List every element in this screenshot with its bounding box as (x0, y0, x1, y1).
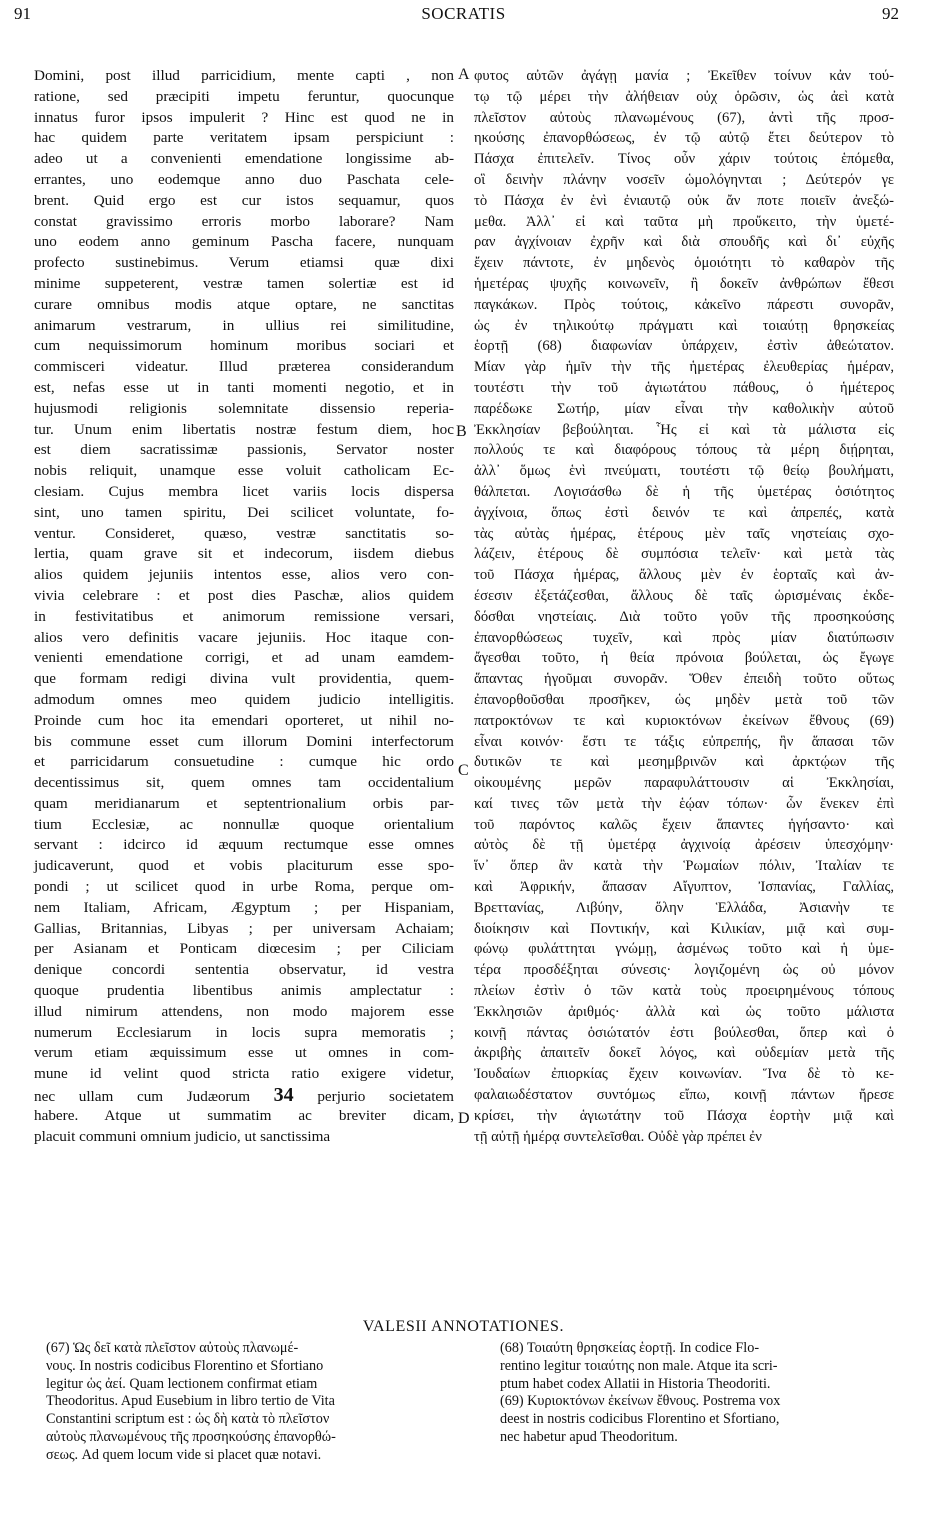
greek-text-line: Πάσχα ἐπιτελεῖν. Τίνος οὖν χάριν τούτοις ἑπόμεθα, (474, 151, 894, 168)
annotation-line: nec habetur apud Theodoritum. (500, 1428, 678, 1445)
margin-marker-b: B (456, 423, 467, 440)
latin-text-line: ventur. Consideret, quæso, vestræ sanctitatis so- (34, 524, 454, 542)
greek-text-line: φαλαιωδέστατον συντόμως εἴπω, κοινῇ πάντων ἤρεσε (474, 1087, 894, 1104)
margin-marker-d: D (458, 1110, 470, 1127)
latin-text-line: alios vero definitis vacare jejuniis. Hoc itaque con- (34, 628, 454, 646)
greek-text-line: δόσθαι νηστείαις. Διὰ τοῦτο γοῦν τῆς προσηκούσης (474, 608, 894, 625)
greek-text-line: ἀγχίνοια, ὅπως ἐστὶ δεινόν τε καὶ ἀπρεπές, κατὰ (474, 504, 894, 521)
annotation-line: νους. In nostris codicibus Florentino et Sfortiano (46, 1357, 324, 1374)
greek-text-line: αὐτὸς δὲ τῇ ὑμετέρᾳ ἀγχινοίᾳ ἀρέσειν ὑπεσχόμην· (474, 837, 894, 854)
latin-text-line: numerum Ecclesiarum in locis supra memoratis ; (34, 1023, 454, 1041)
greek-text-line: ηκούσης ἐπανορθώσεως, ἐν τῷ αὐτῷ ἔτει δεύτερον τὸ (474, 130, 894, 147)
annotation-line: (67) Ὡς δεῖ κατὰ πλεῖστον αὐτοὺς πλανωμέ- (46, 1340, 299, 1356)
annotation-line: (68) Τοιαύτη θρησκείας ἑορτῇ. In codice Flo- (500, 1340, 760, 1356)
greek-text-line: καί τινες τῶν μετὰ τὴν ἑῴαν τόπων· ὧν ἕνεκεν ἐπὶ (474, 795, 894, 812)
latin-text-line: adeo ut a convenienti emendatione longissime ab- (34, 150, 454, 168)
greek-text-line: λάζειν, ἑτέρους δὲ συμπόσια τελεῖν· καὶ μετὰ τὰς (474, 546, 894, 563)
latin-text-line: per Asianam et Ponticam diœcesim ; per Ciliciam (34, 940, 454, 958)
latin-text-line: in festivitatibus et animorum remissione versari, (34, 607, 454, 625)
latin-text-line: Domini, post illud parricidium, mente capti , non (34, 67, 454, 84)
latin-text-line: denique concordi sententia observatur, id vestra (34, 961, 454, 979)
right-page-number: 92 (882, 4, 899, 23)
greek-text-line: έσεσιν ἐξετάζεσθαι, ἄλλους δὲ ταῖς ὡρισμέναις ἐκδε- (474, 587, 894, 604)
latin-text-line: uno eodem anno geminum Pascha facere, nunquam (34, 233, 454, 251)
latin-text-line: commisceri videatur. Illud præterea considerandum (34, 358, 454, 376)
annotation-line: Theodoritus. Apud Eusebium in libro tertio de Vita (46, 1393, 335, 1410)
annotation-line: αὐτοὺς πλανωμένους τῆς προσηκούσης ἐπανορθώ- (46, 1428, 336, 1445)
signature-number: 34 (273, 1084, 294, 1107)
latin-text-line: tium Ecclesiæ, ac nonnullæ quoque orientalium (34, 815, 454, 833)
greek-text-line: τῳ τῷ μέρει τὴν ἀλήθειαν οὐχ ὁρῶσιν, ὡς ἀεὶ κατὰ (474, 88, 894, 105)
annotations-title: VALESII ANNOTATIONES. (362, 1318, 565, 1335)
greek-text-line: τουτέστι τὴν τοῦ ἁγιωτάτου πάθους, ὁ ἡμέτερος (474, 379, 894, 396)
latin-text-line: hujusmodi religionis solemnitate dissensio reperia- (34, 399, 454, 417)
latin-text-line: bis commune esset cum illorum Domini interfectorum (34, 732, 454, 750)
greek-text-line: οἰκουμένης μερῶν παραφυλάττουσιν αἱ Ἐκκλησίαι, (474, 775, 894, 792)
greek-text-line: ἅπαντας ἡγοῦμαι συνορᾶν. Ὅθεν ἐπειδὴ τοῦτο οὕτως (474, 671, 894, 688)
greek-text-line: ἑορτῇ (68) διαφωνίαν ὑπάρχειν, ἐστὶν ἀθεώτατον. (474, 338, 894, 355)
latin-text-line: nem Italiam, Africam, Ægyptum ; per Hispaniam, (34, 898, 454, 916)
greek-text-line: ἀκριβὴς ἀπαιτεῖν δοκεῖ λόγος, καὶ οὐδεμίαν μετὰ τῆς (474, 1045, 894, 1062)
latin-text-line: profecto sustinebimus. Verum etiamsi quæ dixi (34, 254, 454, 272)
greek-text-line: τὸ Πάσχα ἐν ἑνὶ ἐνιαυτῷ οὐκ ἄν ποτε ποιεῖν ἀνεξώ- (474, 192, 894, 209)
latin-text-line: admodum omnes meo quidem judicio intelligitis. (34, 690, 454, 708)
greek-text-line: ἵν᾽ ὅπερ ἂν κατὰ τὴν Ῥωμαίων πόλιν, Ἰταλίαν τε (474, 858, 894, 875)
greek-text-line: τὰς αὐτὰς ἡμέρας, ἑτέρους μὲν ταῖς νηστείαις σχο- (474, 525, 894, 542)
greek-text-line: τοῦ παρόντος καλῶς ἔχειν ἅπαντες ἡγήσαντο· καὶ (474, 816, 894, 833)
greek-text-line: Ἰουδαίων ἐπιορκίας ἔχειν κοινωνίαν. Ἵνα δὲ τὸ κε- (474, 1066, 894, 1083)
latin-text-line: constat gravissimo erroris morbo laborare? Nam (34, 212, 454, 230)
latin-text-line: pondi ; ut scilicet quod in urbe Roma, perque om- (34, 878, 454, 896)
latin-text-line: est diem sacratissimæ passionis, Servator noster (34, 441, 454, 459)
latin-text-line: quam meridianarum et septentrionalium orbis par- (34, 794, 454, 812)
latin-text-line: nobis reliquit, unamque esse voluit catholicam Ec- (34, 462, 454, 480)
latin-text-fragment: nec ullam cum Judæorum (34, 1088, 274, 1106)
latin-text-line: sint, uno tamen spiritu, Dei scilicet voluntate, fo- (34, 503, 454, 521)
latin-column (34, 66, 454, 1147)
latin-text-line: mune id velint quod stricta ratio exigere videtur, (34, 1065, 454, 1083)
greek-text-line: ἔχειν πάντοτε, ἐν μηδενὸς ὁμοιότητι τὸ καθαρὸν τῆς (474, 255, 894, 272)
latin-text-line: tur. Unum enim libertatis nostræ festum diem, hoc (34, 420, 454, 438)
annotation-line: rentino legitur τοιαύτης non male. Atque ita scri- (500, 1357, 778, 1374)
latin-text-line: vivia celebrare : et post dies Paschæ, alios quidem (34, 586, 454, 604)
latin-text-line: errantes, uno eodemque anno duo Paschata cele- (34, 170, 454, 188)
latin-text-line: brent. Quid ergo est cur istos sequamur, quos (34, 191, 454, 209)
latin-text-line: innatus furor ipsos impulerit ? Hinc est quod ne in (34, 108, 454, 126)
annotation-line: legitur ὡς ἀεί. Quam lectionem confirmat etiam (46, 1375, 318, 1392)
latin-text-line: habere. Atque ut summatim ac breviter dicam, (34, 1106, 454, 1124)
margin-marker-a: A (458, 66, 470, 83)
latin-text-line (34, 1085, 454, 1106)
greek-text-line: καὶ Ἀφρικήν, ἅπασαν Αἴγυπτον, Ἰσπανίας, Γαλλίας, (474, 879, 894, 896)
latin-text-line: placuit communi omnium judicio, ut sanctissima (34, 1127, 331, 1145)
greek-text-line: ἀλλ᾽ ὅμως ἑνὶ πνεύματι, τουτέστι τῷ θείῳ βουλήματι, (474, 463, 894, 480)
greek-text-line: μεθα. Ἀλλ᾽ εἰ καὶ ταῦτα μὴ προὔκειτο, τὴν ὑμετέ- (474, 213, 894, 230)
greek-text-line: ἡμετέρας ψυχῆς κοινωνεῖν, ἢ δοκεῖν ἀνθρώπων ἔθεσι (474, 275, 894, 292)
greek-text-line: κοινῇ πάντας ὁσιώτατόν ἐστι βούλεσθαι, ὅπερ καὶ ὁ (474, 1024, 894, 1041)
notes-right-column (500, 1340, 900, 1447)
greek-text-line: τῇ αὐτῇ ἡμέρᾳ συντελεῖσθαι. Οὐδὲ γὰρ πρέπει ἐν (474, 1128, 762, 1145)
latin-text-fragment: perjurio societatem (293, 1088, 454, 1106)
greek-text-line: Βρεττανίας, Λιβύην, ὅλην Ἑλλάδα, Ἀσιανὴν τε (474, 899, 894, 916)
running-title: SOCRATIS (421, 4, 506, 23)
latin-text-line: est, nefas esse ut in tanti momenti negotio, et in (34, 378, 454, 396)
greek-text-line: Μίαν γὰρ ἡμῖν τὴν τῆς ἡμετέρας ἐλευθερίας ἡμέραν, (474, 359, 894, 376)
greek-text-line: παρέδωκε Σωτήρ, μίαν εἶναι τὴν καθολικὴν αὐτοῦ (474, 400, 894, 417)
latin-text-line: animarum vestrarum, in ullius rei similitudine, (34, 316, 454, 334)
latin-text-line: curare omnibus modis atque optare, ne sanctitas (34, 295, 454, 313)
latin-text-line: quoque prudentia libentibus animis amplectatur : (34, 982, 454, 1000)
latin-text-line: cum nequissimorum hominum moribus sociari et (34, 337, 454, 355)
greek-text-line: κρίσει, τὴν ἁγιωτάτην τοῦ Πάσχα ἑορτὴν μιᾷ καὶ (474, 1107, 894, 1124)
margin-marker-c: C (458, 762, 469, 779)
latin-text-line: illud nimirum attendens, non modo majorem esse (34, 1002, 454, 1020)
greek-text-line: Ἐκκλησίαν βεβούληται. Ἧς εἰ καὶ τὰ μάλιστα εἰς (474, 421, 894, 438)
annotation-line: deest in nostris codicibus Florentino et Sfortiano, (500, 1411, 780, 1428)
greek-text-line: ἐπανορθώσεως τυχεῖν, καὶ πρὸς μίαν διατύπωσιν (474, 629, 894, 646)
latin-text-line: Proinde cum hoc ita emendari oporteret, ut nihil no- (34, 711, 454, 729)
greek-text-line: ἄγεσθαι τοῦτο, ἡ θεία πρόνοια βούλεται, ὡς ἔγωγε (474, 650, 894, 667)
greek-text-line: πλείων ἐστὶν ὁ τῶν κατὰ τοὺς προειρημένους τόπους (474, 983, 894, 1000)
greek-text-line: φώνῳ φυλάττηται γνώμῃ, ἀσμένως τοῦτο καὶ ἡ ὑμε- (474, 941, 894, 958)
latin-text-line: clesiam. Cujus membra licet variis locis dispersa (34, 482, 454, 500)
latin-text-line: que formam redigi divina vult providentia, quem- (34, 670, 454, 688)
greek-column (474, 66, 894, 1147)
left-page-number: 91 (14, 4, 31, 23)
greek-text-line: τέρα προσδέξηται σύνεσις· λογιζομένη ὡς οὐ μόνον (474, 962, 894, 979)
latin-text-line: decentissimus sit, quem omnes tam occidentalium (34, 774, 454, 792)
greek-text-line: πλεῖστον αὐτοὺς πλανωμένους (67), ἀντὶ τῆς προσ- (474, 109, 894, 126)
greek-text-line: οἳ δεινὴν πλάνην νοσεῖν ὡμολόγηνται ; Δεύτερόν γε (474, 171, 894, 188)
latin-text-line: verum etiam æquissimum esse ut omnes in com- (34, 1044, 454, 1062)
greek-text-line: παγκάκων. Πρὸς τούτοις, κἀκεῖνο πάρεστι συνορᾶν, (474, 296, 894, 313)
greek-text-line: τοῦ Πάσχα ἡμέρας, ἄλλους μὲν ἐν ἑορταῖς καὶ ἀν- (474, 567, 894, 584)
latin-text-line: venienti emendatione corrigi, et ad unam eamdem- (34, 649, 454, 667)
latin-text-line: judicaverunt, quod et vobis placiturum esse spo- (34, 857, 454, 875)
greek-text-line: πολλούς τε καὶ διαφόρους τόπους τὰ μέρη διῄρηται, (474, 442, 894, 459)
greek-text-line: δυτικῶν τε καὶ μεσημβρινῶν καὶ ἀρκτῴων τῆς (474, 754, 894, 771)
annotation-line: (69) Κυριοκτόνων ἐκείνων ἔθνους. Postrema vox (500, 1393, 781, 1410)
greek-text-line: διοίκησιν καὶ Ποντικήν, καὶ Κιλικίαν, μιᾷ καὶ συμ- (474, 920, 894, 937)
greek-text-line: ραν ἀγχίνοιαν ἐχρῆν καὶ διὰ σπουδῆς καὶ δι᾽ εὐχῆς (474, 234, 894, 251)
latin-text-line: hac quidem parte veritatem ipsam perspiciunt : (34, 129, 454, 147)
greek-text-line: ὡς ἐν τηλικούτῳ πράγματι καὶ τοιαύτῃ θρησκείας (474, 317, 894, 334)
latin-text-line: Gallias, Britannias, Libyas ; per universam Achaiam; (34, 919, 454, 937)
greek-text-line: ἐπανορθοῦσθαι προσῆκεν, ὡς μηδὲν μετὰ τοῦ τῶν (474, 691, 894, 708)
notes-left-column (46, 1340, 456, 1465)
annotation-line: σεως. Ad quem locum vide si placet quæ notavi. (46, 1446, 322, 1463)
greek-text-line: φυτος αὐτῶν ἀγάγῃ μανία ; Ἐκεῖθεν τοίνυν κἀν τού- (474, 68, 894, 84)
latin-text-line: minime suppeterent, vestræ tamen solertiæ est id (34, 274, 454, 292)
latin-text-line: et parricidarum consuetudine : cumque hic ordo (34, 753, 454, 771)
latin-text-line: ratione, sed præcipiti impetu feruntur, quocunque (34, 87, 454, 105)
latin-text-line: alios quidem jejuniis intentos esse, alios vero con- (34, 566, 454, 584)
greek-text-line: πατροκτόνων τε καὶ κυριοκτόνων ἐκείνων ἔθνους (69) (474, 712, 894, 729)
greek-text-line: θάλπεται. Λογισάσθω δὲ ἡ τῆς ὑμετέρας ὁσιότητος (474, 483, 894, 500)
greek-text-line: Ἐκκλησιῶν ἀριθμός· ἀλλὰ καὶ ὡς τοῦτο μάλιστα (474, 1003, 894, 1020)
greek-text-line: εἶναι κοινόν· ἔστι τε τάξις εὐπρεπής, ἣν ἅπασαι τῶν (474, 733, 894, 750)
latin-text-line: lertia, quam grave sit et indecorum, iisdem diebus (34, 545, 454, 563)
latin-text-line: servant : idcirco id æquum rectumque esse omnes (34, 836, 454, 854)
annotation-line: Constantini scriptum est : ὡς δὴ κατὰ τὸ πλεῖστον (46, 1411, 330, 1428)
annotation-line: ptum habet codex Allatii in Historia Theodoriti. (500, 1375, 771, 1392)
